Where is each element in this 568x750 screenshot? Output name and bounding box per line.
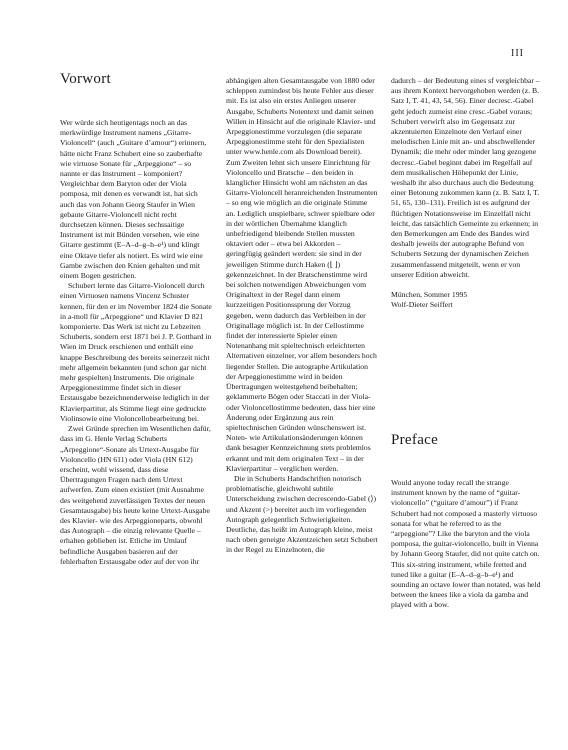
vorwort-paragraph: dadurch – der Bedeutung eines sf vergleichbar – aus ihrem Kontext hervorgehoben werden (z. B. Satz I, T. 41, 43, 54, 56). Einer decresc.-Gabel geht jedoch zumeist eine cresc.-Gabel voraus; Schubert verwirft also im Gegensatz zur akzentuierten Einzelnote den Verlauf einer melodischen Linie mit an- und abschwellender Dynamik; die mehr oder minder lang gezogene decresc.-Gabel beginnt dabei im Regelfall auf dem musikalischen Höhepunkt der Linie, weshalb ihr also durchaus auch die Bedeutung einer Betonung zukommen kann (z. B. Satz I, T. 51, 65, 130–131). Freilich ist es aufgrund der flüchtigen Notationsweise im Einzelfall nicht leicht, das tatsächlich Gemeinte zu erkennen; in den Bemerkungen am Ende des Bandes wird deshalb jeweils der autographe Befund von Schuberts Setzung der dynamischen Zeichen zusammenfassend mitgeteilt, wenn er von unserer Edition abweicht.	[391, 76, 540, 279]
vorwort-paragraph: Wer würde sich heutigentags noch an das merkwürdige Instrument namens „Gitarre-Violoncell“ (auch „Guitare d’amour“) erinnern, hätte nicht Franz Schubert eine so zauberhafte wie virtuose Sonate für „Arpeggione“ – so nannte er das Instrument – komponiert? Vergleichbar dem Baryton oder der Viola pomposa, mit denen es verwandt ist, hat sich auch das von Johann Georg Staufer in Wien gebaute Gitarre-Violoncell nicht recht durchsetzen können. Dieses sechssaitige Instrument ist mit Bünden versehen, wie eine Gitarre gestimmt (E–A–d–g–h–e¹) und klingt eine Oktave tiefer als notiert. Es wird wie eine Gambe zwischen den Knien gehalten und mit einem Bogen gestrichen.	[60, 118, 207, 281]
preface-paragraph: Would anyone today recall the strange instrument known by the name of “guitar-violoncello” (“guitare d’amour”) if Franz Schubert had not composed a masterly virtuoso sonata for what he referred to as the “arpeggione”? Like the baryton and the viola pomposa, the guitar-violoncello, built in Vienna by Johann Georg Staufer, did not quite catch on. This six-string instrument, while fretted and tuned like a guitar (E–A–d–g–b–e¹) and sounding an octave lower than notated, was held between the knees like a viola da gamba and played with a bow.	[391, 478, 541, 610]
vorwort-paragraph: Die in Schuberts Handschriften notorisch problematische, gleichwohl subtile Unterscheidung zwischen decrescendo-Gabel (⟩) und Akzent (>) bereitet auch im vorliegenden Autograph gelegentlich Schwierigkeiten. Deutliche, das heißt im Autograph kleine, meist nach oben geneigte Akzentzeichen setzt Schubert in der Regel zu Einzelnoten, die	[226, 473, 378, 555]
vorwort-column-1	[60, 118, 212, 567]
preface-heading: Preface	[391, 432, 439, 448]
vorwort-paragraph: Zwei Gründe sprechen im Wesentlichen dafür, dass im G. Henle Verlag Schuberts „Arpeggione“-Sonate als Urtext-Ausgabe für Violoncello (HN 611) oder Viola (HN 612) erscheint, wohl wissend, dass diese Übertragungen Fragen nach dem Urtext aufwerfen. Zum einen existiert (mit Ausnahme des weitgehend zuverlässigen Textes der neuen Gesamtausgabe) bis heute keine Urtext-Ausgabe des Klavier- wie des Arpeggioneparts, obwohl das Autograph – die einzig relevante Quelle – erhalten geblieben ist. Etliche im Umlauf befindliche Ausgaben basieren auf der fehlerhaften Erstausgabe oder auf der von ihr	[60, 424, 211, 566]
author-name: Wolf-Dieter Seiffert	[391, 300, 453, 310]
preface-column	[391, 478, 543, 611]
vorwort-paragraph: abhängigen alten Gesamtausgabe von 1880 oder schleppen zumindest bis heute Fehler aus dieser mit. Es ist also ein erstes Anliegen unserer Ausgabe, Schuberts Notentext und damit seinen Willen in Hinsicht auf die originale Klavier- und Arpeggionestimme vorzulegen (die separate Arpeggionestimme steht für den Spezialisten unter www.henle.com als Download bereit). Zum Zweiten lehnt sich unsere Einrichtung für Violoncello und Bratsche – den beiden in klanglicher Hinsicht wohl am nächsten an das Gitarre-Violoncell heranreichenden Instrumenten – so eng wie möglich an die originale Stimme an. Lediglich unspielbare, schwer spielbare oder in der wörtlichen Übernahme klanglich unbefriedigend bleibende Stellen mussten oktaviert oder – etwa bei Akkorden – geringfügig geändert werden: sie sind in der jeweiligen Stimme durch Haken (⌊ ⌋) gekennzeichnet. In der Bratschenstimme wird bei solchen notwendigen Abweichungen vom Originaltext in der Regel dann einem kurzzeitigen Positionssprung der Vorzug gegeben, wenn dadurch das Verbleiben in der Originallage möglich ist. In der Cellostimme findet der interessierte Spieler einen Notenanhang mit spieltechnisch erleichterten Alternativen einzelner, vor allem besonders hoch liegender Stellen. Die autographe Artikulation der Arpeggionestimme wird in beiden Übertragungen weitestgehend beibehalten; geklammerte Bögen oder Staccati in der Viola- oder Violoncellostimme bedeuten, dass hier eine Änderung oder Ergänzung aus rein spieltechnischen Gründen wünschenswert ist. Noten- wie Artikulationsänderungen können dank besagter Kennzeichnung stets problemlos erkannt und mit dem originalen Text – in der Klavierpartitur – verglichen werden.	[226, 76, 378, 473]
page-number: III	[511, 48, 524, 59]
vorwort-column-2	[226, 76, 378, 556]
vorwort-heading: Vorwort	[60, 71, 111, 87]
place-date: München, Sommer 1995	[391, 290, 468, 300]
vorwort-column-3	[391, 76, 543, 310]
vorwort-paragraph: Schubert lernte das Gitarre-Violoncell durch einen Virtuosen namens Vincenz Schuster kennen, für den er im November 1824 die Sonate in a-moll für „Arpeggione“ und Klavier D 821 komponierte. Das Werk ist nicht zu Lebzeiten Schuberts, sondern erst 1871 bei J. P. Gotthard in Wien im Druck erschienen und enthält eine knappe Beschreibung des bereits seinerzeit nicht mehr allgemein bekannten (und schon gar nicht mehr gespielten) Instruments. Die originale Arpeggionestimme findet sich in dieser Erstausgabe bezeichnenderweise lediglich in der Klavierpartitur, als Stimme liegt eine gedruckte Violinsowie eine Violoncellobearbeitung bei.	[60, 281, 212, 423]
